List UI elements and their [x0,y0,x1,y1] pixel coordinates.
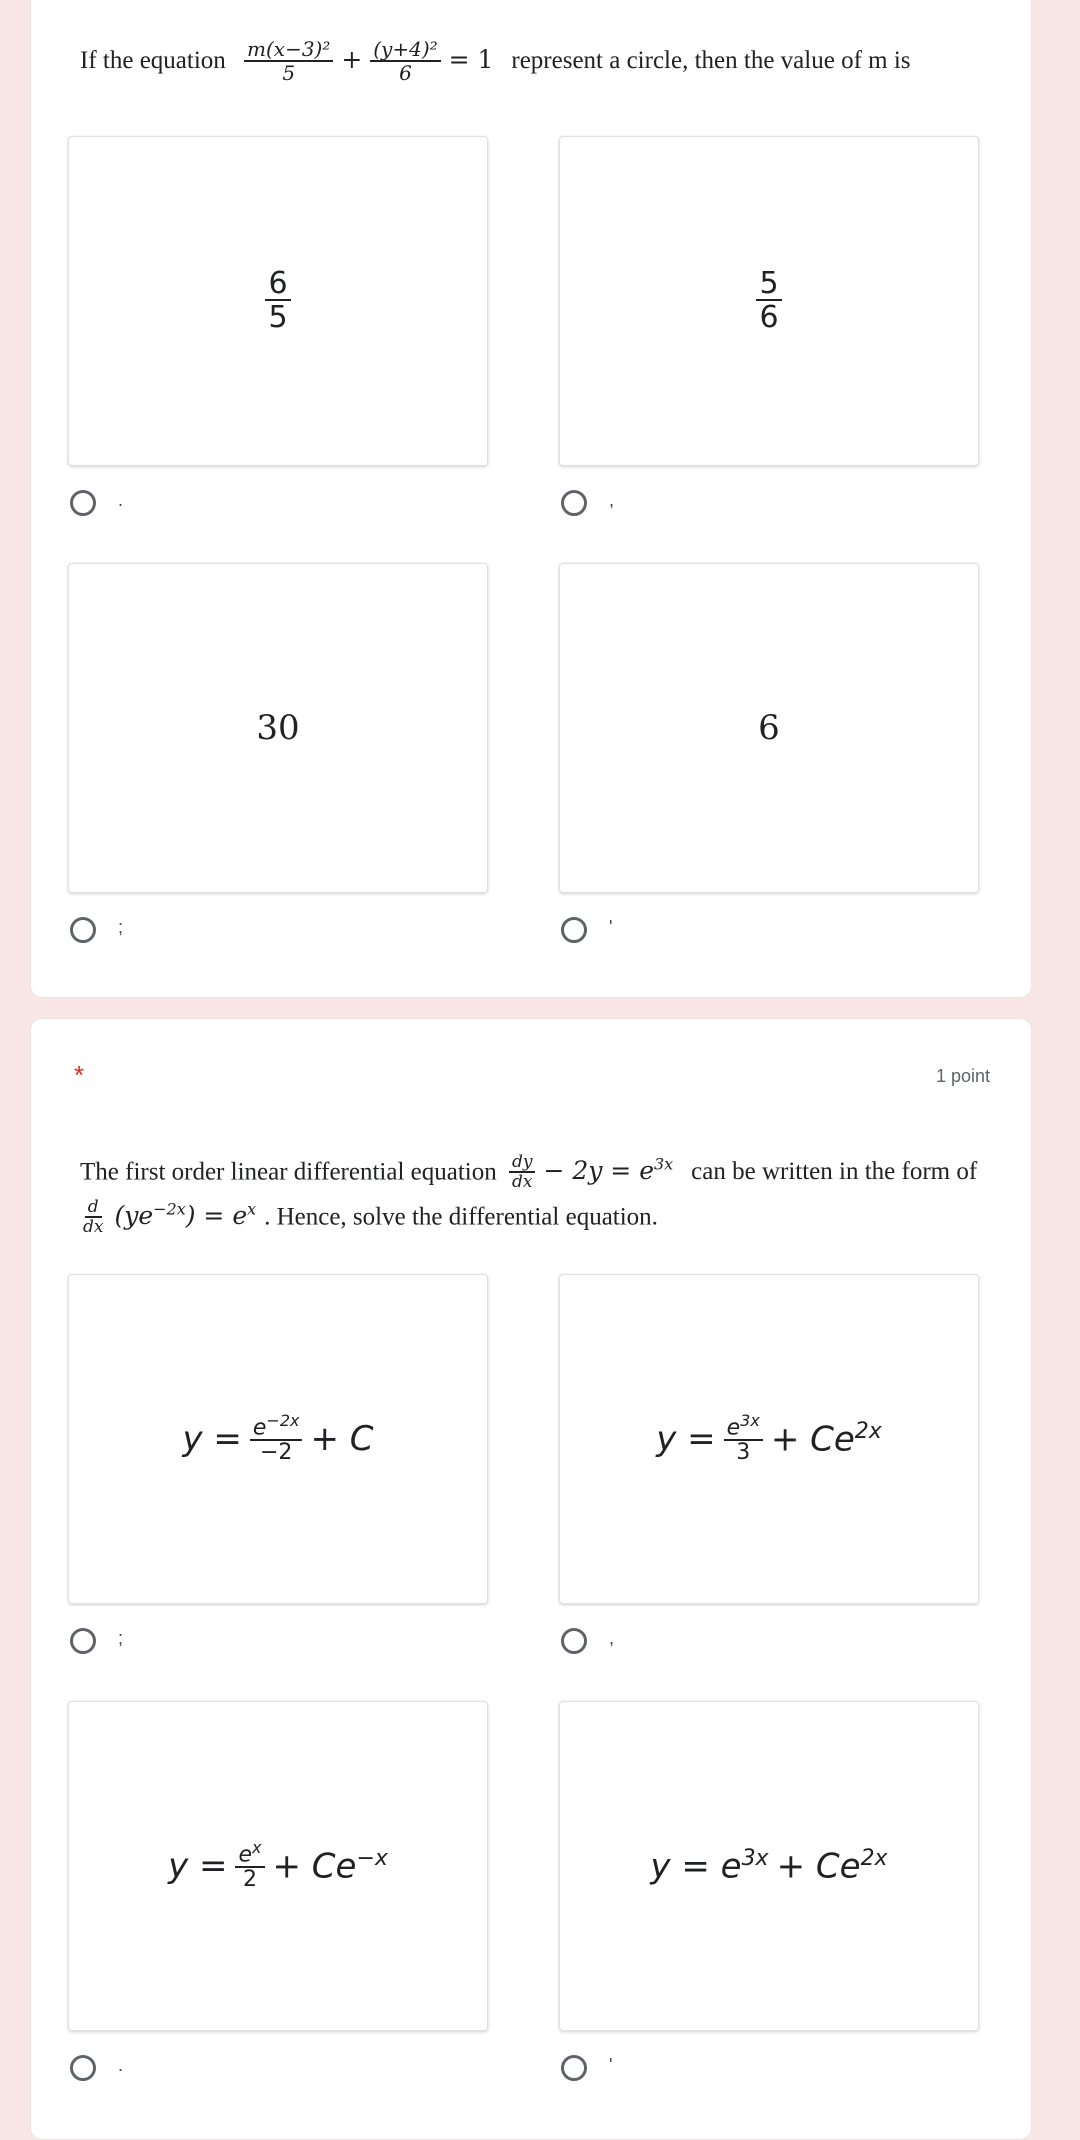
question-1-equation [244,37,501,85]
q2-option-d-rest: + Ce [776,1846,861,1887]
eq-rhs: = 1 [448,45,494,74]
question-2-equation-1 [509,1151,681,1193]
q2-option-b-num-exp: 3x [740,1410,760,1430]
eq-den1: 5 [282,61,296,85]
question-1-text [80,38,911,84]
question-2-points: 1 point [935,1066,990,1086]
eq3-close: ) = e [185,1201,248,1231]
question-2-line-1 [80,1143,977,1194]
eq-num2: (y+4)² [370,39,440,62]
q2-option-c-radio[interactable] [70,2055,96,2081]
q1-option-b-num: 5 [756,268,781,302]
question-2-equation-2 [80,1196,264,1238]
eq3-d: d [85,1199,102,1219]
eq-den2: 6 [399,61,412,85]
question-2-line-2 [80,1188,658,1239]
q1-option-b-den: 6 [759,300,779,336]
q1-option-d-image[interactable] [559,563,979,893]
q2-option-b-image[interactable] [559,1274,979,1604]
q1-option-c-radio[interactable] [70,917,96,943]
q2-option-b-label: , [609,1628,615,1648]
q2-option-c-num-exp: x [252,1837,262,1857]
q2-option-c-image[interactable] [68,1701,488,2031]
question-1-suffix: represent a circle, then the value of m is [511,47,911,74]
question-1-prefix: If the equation [80,47,226,74]
q2-option-c-den: 2 [242,1867,257,1893]
q1-option-a-fraction [265,265,290,336]
q1-option-a-image[interactable] [68,136,488,466]
q2-option-c-rest: + Ce [272,1846,357,1887]
question-2-prefix: The first order linear differential equation [80,1158,497,1186]
q2-option-a-num: e [252,1415,267,1441]
q2-option-b-lhs: y = [656,1418,716,1459]
q1-option-c-value: 30 [256,708,300,748]
eq3-dx: dx [83,1217,104,1238]
q1-option-b-image[interactable] [559,136,979,466]
q2-option-c-label: . [118,2055,124,2075]
q2-option-a-num-exp: −2x [266,1410,300,1430]
q1-option-b-radio[interactable] [561,490,587,516]
q2-option-a-equation [182,1410,374,1466]
q2-option-a-radio[interactable] [70,1628,96,1654]
q2-option-d-radio[interactable] [561,2055,587,2081]
q2-option-c-equation [168,1837,388,1893]
q2-option-b-rest: + Ce [770,1419,855,1460]
q2-option-d-lhs-exp: 3x [741,1845,769,1871]
q1-option-c-label: ; [118,917,124,937]
q1-option-d-value: 6 [758,708,780,748]
q2-option-a-rest: + C [310,1418,374,1459]
eq2-exp: 3x [654,1155,674,1174]
eq-plus: + [341,45,363,74]
q2-option-c-num: e [238,1842,253,1868]
q2-option-b-num: e [726,1415,741,1441]
q2-option-d-equation [650,1846,887,1886]
q1-option-a-radio[interactable] [70,490,96,516]
required-asterisk: * [74,1060,85,1090]
eq2-dx: dx [511,1172,533,1193]
q1-option-a-label: . [118,490,124,510]
q2-option-a-lhs: y = [182,1418,242,1459]
q1-option-b-fraction [756,265,781,336]
q1-option-c-image[interactable] [68,563,488,893]
q2-option-d-lhs: y = e [650,1846,742,1887]
q1-option-a-den: 5 [268,300,288,336]
q2-option-d-label: ' [609,2055,613,2075]
eq-num1: m(x−3)² [244,39,333,62]
eq3-exp2: x [247,1200,257,1219]
eq3-body: (ye [114,1201,154,1231]
q2-option-d-image[interactable] [559,1701,979,2031]
eq3-exp: −2x [153,1200,186,1219]
q1-option-d-label: ' [609,917,613,937]
eq2-rest: − 2y = e [543,1156,654,1186]
q2-option-c-lhs: y = [168,1845,228,1886]
eq2-dy: dy [509,1154,536,1174]
q2-option-b-radio[interactable] [561,1628,587,1654]
q2-option-c-rest-exp: −x [356,1845,388,1871]
q2-option-b-equation [656,1410,882,1466]
q2-option-a-den: −2 [259,1440,293,1466]
q2-option-b-rest-exp: 2x [854,1418,882,1444]
q1-option-a-num: 6 [265,268,290,302]
q2-option-d-rest-exp: 2x [860,1845,888,1871]
q2-option-a-image[interactable] [68,1274,488,1604]
q1-option-d-radio[interactable] [561,917,587,943]
question-2-line-2-suffix: . Hence, solve the differential equation. [264,1203,658,1231]
question-2-suffix: can be written in the form of [691,1158,978,1186]
q1-option-b-label: , [609,490,615,510]
q2-option-a-label: ; [118,1628,124,1648]
q2-option-b-den: 3 [736,1440,751,1466]
